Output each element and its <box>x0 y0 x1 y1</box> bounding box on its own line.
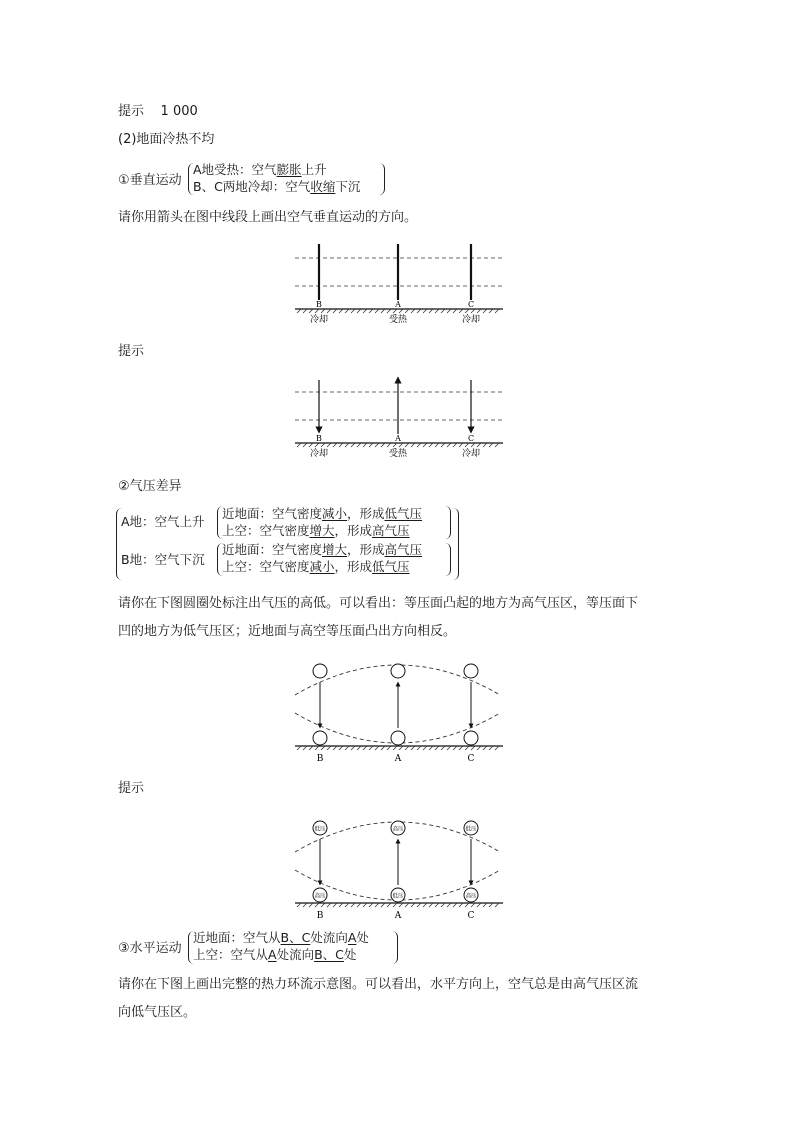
label-C: C <box>467 434 475 443</box>
label-C: C <box>467 754 475 764</box>
label-B: B <box>316 434 322 443</box>
ground-hatch <box>297 309 499 313</box>
vertical-motion-label: ①垂直运动 <box>118 173 182 188</box>
label-heat: 受热 <box>388 315 408 325</box>
hint-3: 提示 <box>118 781 145 796</box>
diagram-pressure-labels <box>290 812 510 924</box>
label-C-lower-high: 高压 <box>465 893 477 900</box>
diagram-vertical-arrows <box>290 374 510 460</box>
circle-A-lower <box>391 731 405 745</box>
label-A: A <box>395 300 401 309</box>
horizontal-near-ground: 近地面：空气从B、C处流向A处 <box>193 930 369 945</box>
label-A: A <box>394 911 402 921</box>
hint-label: 提示 <box>118 104 145 119</box>
label-A: A <box>395 434 401 443</box>
label-A-upper-high: 高压 <box>392 826 404 833</box>
B-site-label: B地：空气下沉 <box>121 552 205 567</box>
A-near-ground: 近地面：空气密度减小，形成低气压 <box>222 506 423 521</box>
right-brace <box>379 163 385 195</box>
task-3-line-2: 向低气压区。 <box>118 1005 197 1020</box>
vertical-line-1: A地受热：空气膨胀上升 <box>193 162 327 177</box>
B-upper-air: 上空：空气密度减小，形成低气压 <box>222 559 410 574</box>
label-B: B <box>316 911 324 921</box>
task-2-line-1: 请你在下图圆圈处标注出气压的高低。可以看出：等压面凸起的地方为高气压区，等压面下 <box>118 596 639 611</box>
B-right-brace <box>445 543 451 576</box>
A-upper-air: 上空：空气密度增大，形成高气压 <box>222 523 410 538</box>
circle-C-upper <box>464 664 478 678</box>
label-cold-right: 冷却 <box>461 315 481 325</box>
label-C: C <box>467 300 475 309</box>
task-2-line-2: 凹的地方为低气压区；近地面与高空等压面凸出方向相反。 <box>118 624 457 639</box>
hint-2: 提示 <box>118 344 145 359</box>
circle-B-upper <box>313 664 327 678</box>
horizontal-motion-label: ③水平运动 <box>118 941 182 956</box>
diagram-vertical-lines <box>290 240 510 326</box>
label-A: A <box>394 754 402 764</box>
label-B: B <box>316 754 324 764</box>
section-title: (2)地面冷热不均 <box>118 132 215 147</box>
label-A-lower-low: 低压 <box>392 893 404 900</box>
B-near-ground: 近地面：空气密度增大，形成高气压 <box>222 542 423 557</box>
circle-C-lower <box>464 731 478 745</box>
label-B: B <box>316 300 322 309</box>
label-B-lower-high: 高压 <box>314 893 326 900</box>
A-right-brace <box>445 506 451 539</box>
pressure-label: ②气压差异 <box>118 479 182 494</box>
circle-B-lower <box>313 731 327 745</box>
label-heat: 受热 <box>388 449 408 459</box>
hint-1 <box>118 103 198 121</box>
vertical-line-2: B、C两地冷却：空气收缩下沉 <box>193 179 361 194</box>
label-C: C <box>467 911 475 921</box>
label-C-upper-low: 低压 <box>465 826 477 833</box>
label-cold-left: 冷却 <box>309 449 329 459</box>
hint-value: 1 000 <box>160 104 198 119</box>
right-brace <box>392 931 398 964</box>
circle-A-upper <box>391 664 405 678</box>
label-B-upper-low: 低压 <box>314 826 326 833</box>
outer-right-brace <box>453 508 459 580</box>
A-site-label: A地：空气上升 <box>121 514 205 529</box>
label-cold-left: 冷却 <box>309 315 329 325</box>
task-1: 请你用箭头在图中线段上画出空气垂直运动的方向。 <box>118 210 418 225</box>
ground-hatch <box>297 443 499 447</box>
label-cold-right: 冷却 <box>461 449 481 459</box>
diagram-pressure-circles <box>290 655 510 767</box>
horizontal-upper-air: 上空：空气从A处流向B、C处 <box>193 947 357 962</box>
task-3-line-1: 请你在下图上画出完整的热力环流示意图。可以看出，水平方向上，空气总是由高气压区流 <box>118 977 639 992</box>
